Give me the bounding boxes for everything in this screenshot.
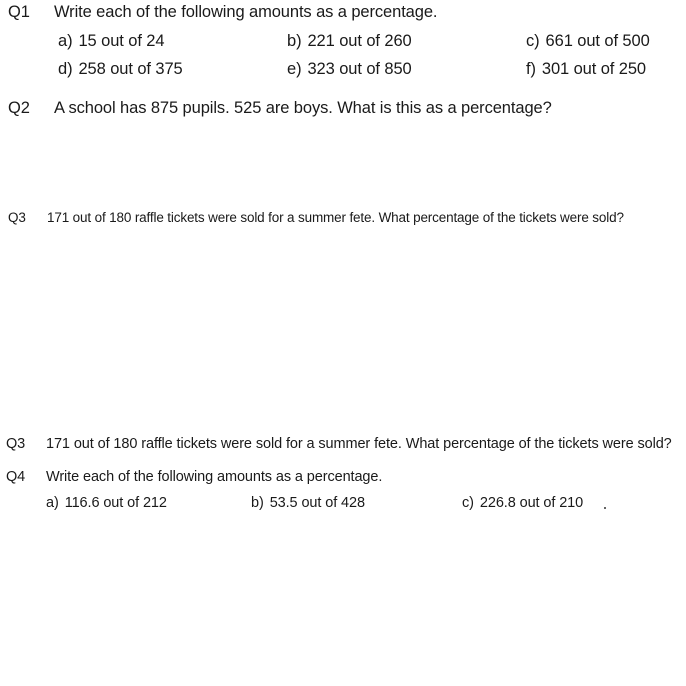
part-text: 301 out of 250 bbox=[541, 60, 647, 78]
q1-part-c bbox=[526, 32, 650, 51]
stray-mark bbox=[604, 507, 606, 509]
part-text: 258 out of 375 bbox=[78, 60, 183, 78]
q3-question: 171 out of 180 raffle tickets were sold for a summer fete. What percentage of the tickets were sold? bbox=[47, 210, 624, 225]
q4-part-a bbox=[46, 495, 167, 511]
part-text: 226.8 out of 210 bbox=[479, 495, 584, 511]
q3-number: Q3 bbox=[8, 210, 26, 225]
part-letter: e) bbox=[287, 60, 302, 78]
q2-number: Q2 bbox=[8, 99, 30, 117]
part-text: 323 out of 850 bbox=[307, 60, 412, 78]
part-letter: b) bbox=[251, 495, 264, 511]
q1-part-f bbox=[526, 60, 646, 79]
part-letter: f) bbox=[526, 60, 536, 78]
q3-repeat-number: Q3 bbox=[6, 436, 26, 452]
q1-part-e bbox=[287, 60, 412, 79]
part-letter: a) bbox=[46, 495, 59, 511]
part-text: 661 out of 500 bbox=[545, 32, 650, 50]
part-text: 116.6 out of 212 bbox=[64, 495, 167, 511]
part-text: 53.5 out of 428 bbox=[269, 495, 365, 511]
q1-part-a bbox=[58, 32, 164, 51]
part-letter: c) bbox=[526, 32, 540, 50]
part-text: 15 out of 24 bbox=[78, 32, 165, 50]
q1-instruction: Write each of the following amounts as a percentage. bbox=[54, 3, 438, 21]
part-letter: d) bbox=[58, 60, 73, 78]
q2-question: A school has 875 pupils. 525 are boys. What is this as a percentage? bbox=[54, 99, 552, 117]
q1-part-b bbox=[287, 32, 412, 51]
part-letter: b) bbox=[287, 32, 302, 50]
q1-number: Q1 bbox=[8, 3, 30, 21]
part-letter: c) bbox=[462, 495, 474, 511]
q4-number: Q4 bbox=[6, 469, 26, 485]
q4-instruction: Write each of the following amounts as a percentage. bbox=[46, 469, 383, 485]
q4-part-b bbox=[251, 495, 365, 511]
q4-part-c bbox=[462, 495, 583, 511]
part-text: 221 out of 260 bbox=[307, 32, 412, 50]
q3-repeat-question: 171 out of 180 raffle tickets were sold for a summer fete. What percentage of the tickets were sold? bbox=[46, 436, 672, 452]
part-letter: a) bbox=[58, 32, 73, 50]
q1-part-d bbox=[58, 60, 183, 79]
